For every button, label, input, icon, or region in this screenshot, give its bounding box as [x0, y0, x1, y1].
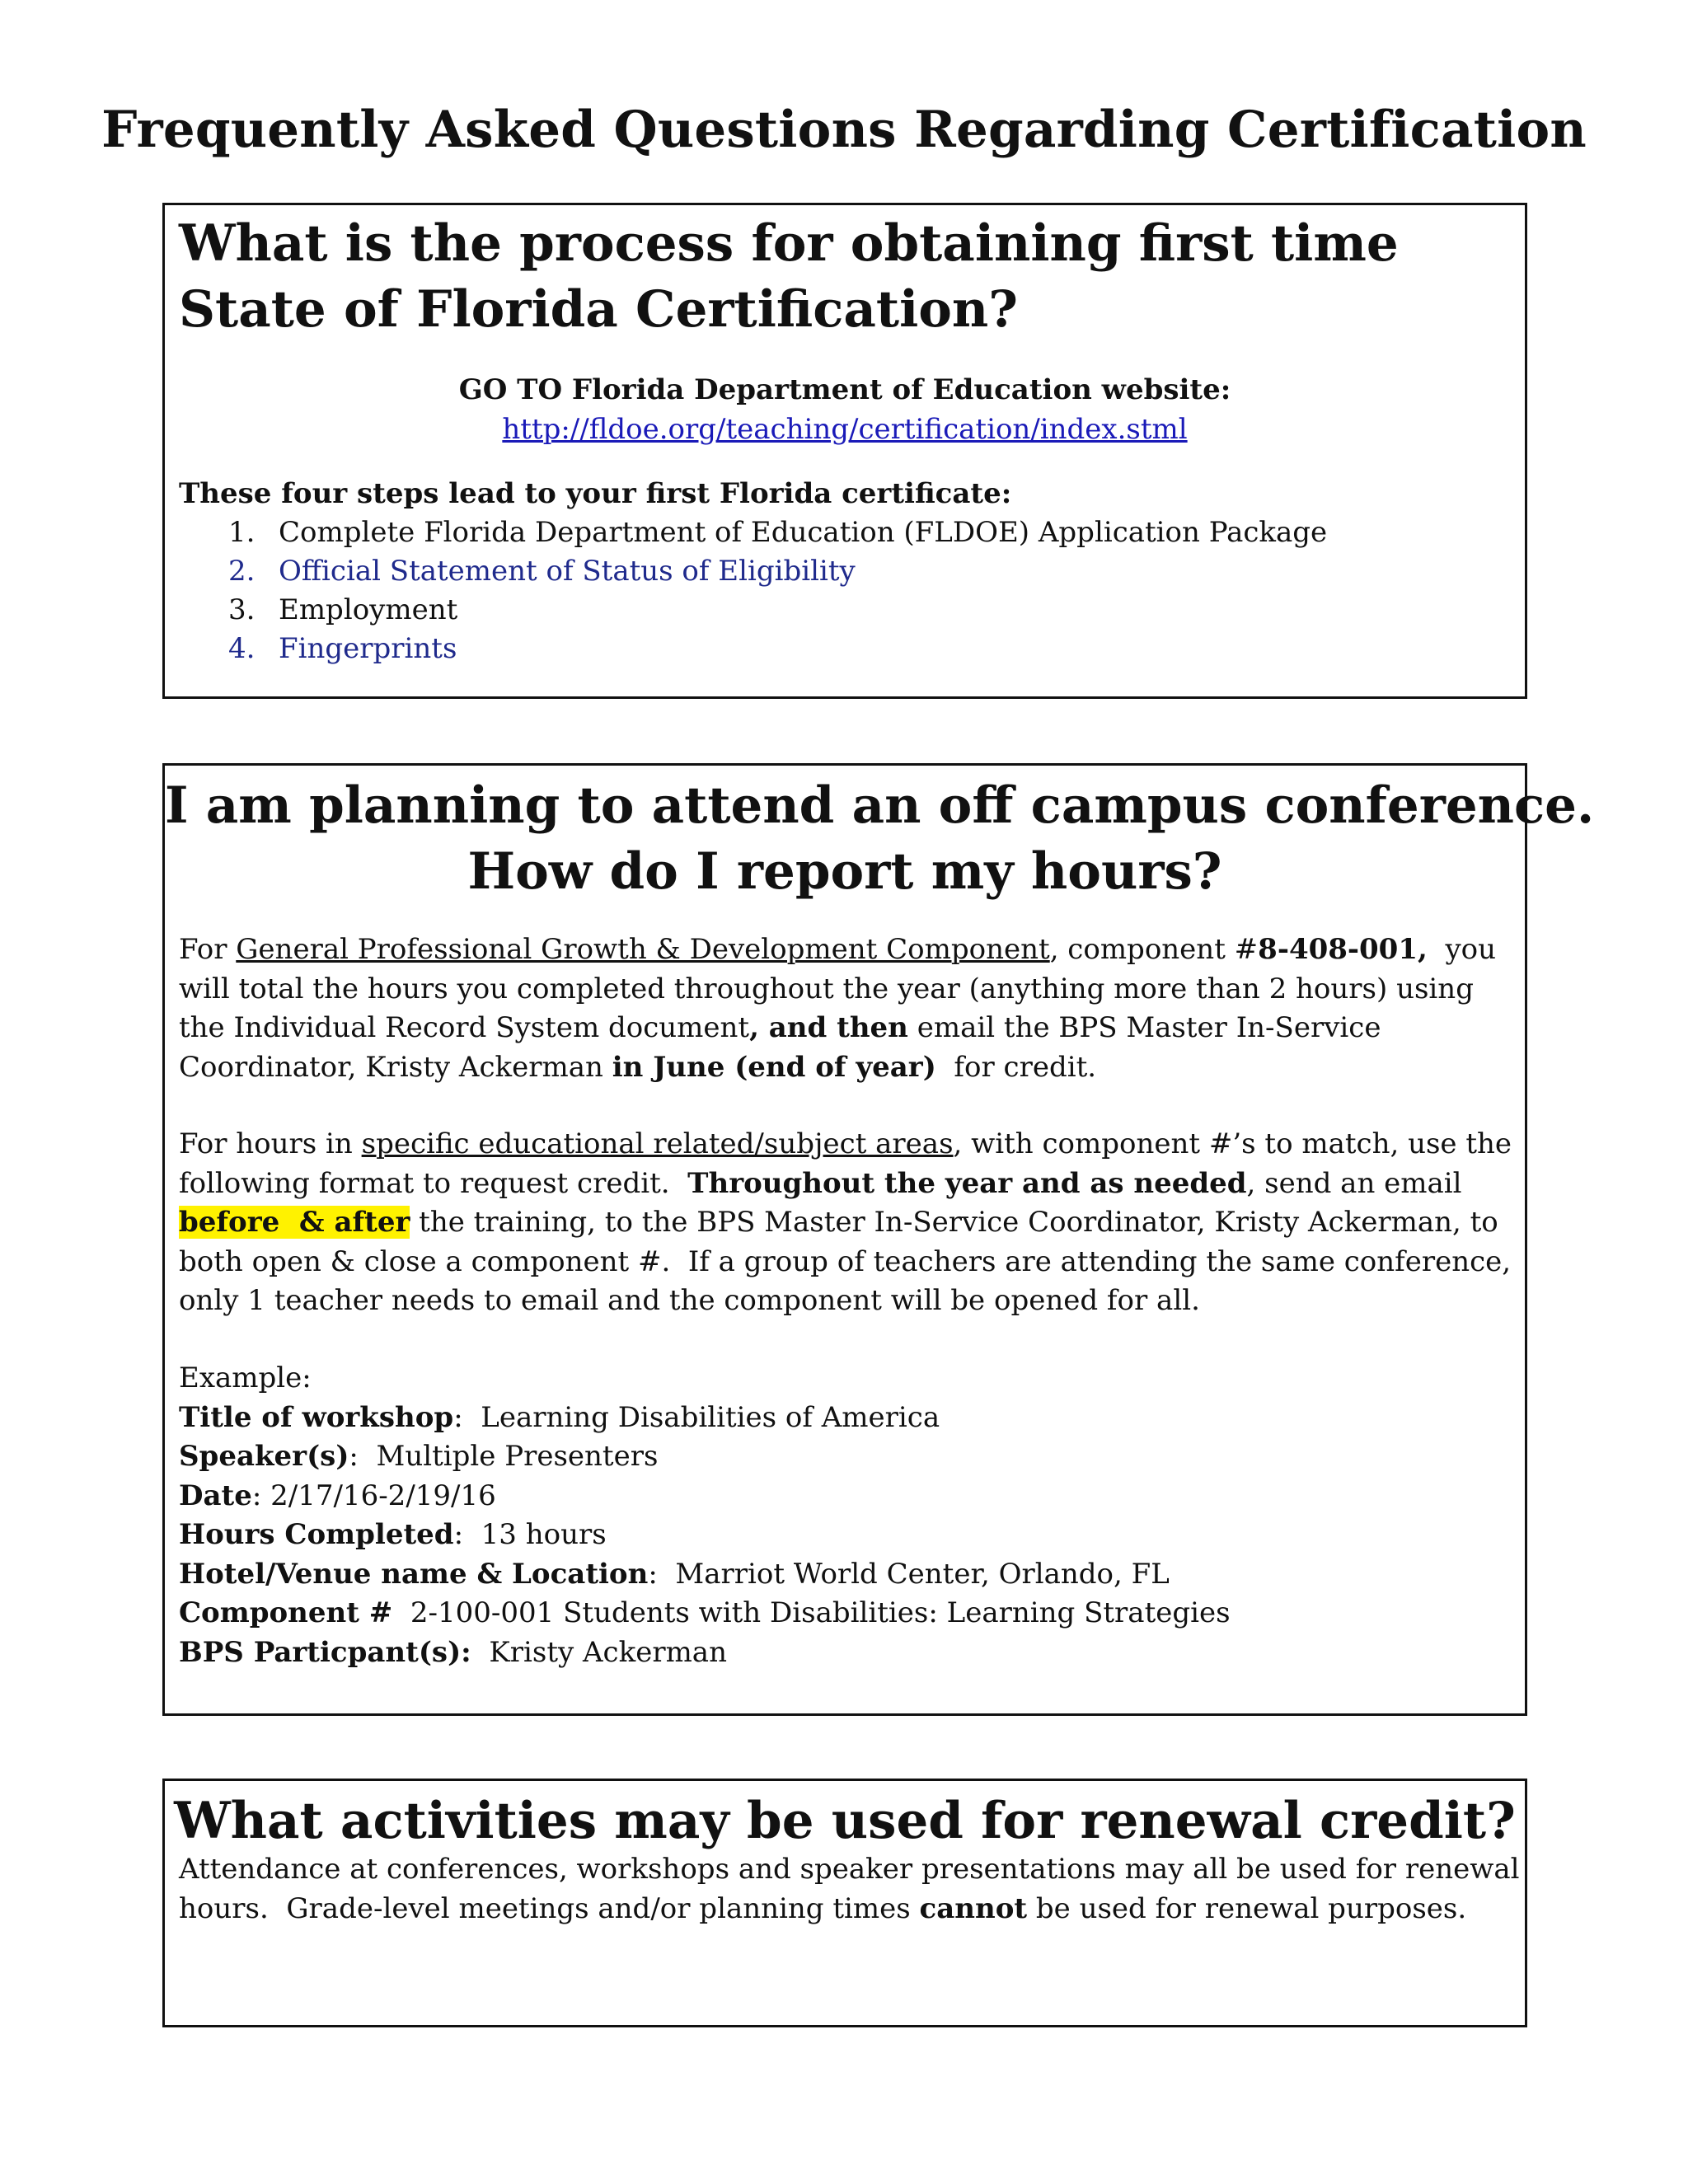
question-heading-line: I am planning to attend an off campus conference. — [165, 776, 1595, 835]
question-heading-line: How do I report my hours? — [467, 842, 1222, 901]
text-run: be used for renewal purposes. — [1027, 1891, 1467, 1925]
example-value: Multiple Presenters — [376, 1440, 659, 1473]
list-number: 1. — [228, 516, 256, 549]
example-key: Hours Completed — [179, 1518, 454, 1551]
example-value: Learning Disabilities of America — [481, 1400, 940, 1434]
fldoe-certification-link[interactable]: http://fldoe.org/teaching/certification/index.stml — [502, 413, 1188, 446]
question-heading: What activities may be used for renewal credit? — [174, 1792, 1516, 1850]
paragraph-line: Attendance at conferences, workshops and speaker presentations may all be used for renewal — [179, 1853, 1520, 1886]
paragraph-line — [179, 930, 1518, 970]
fingerprints-link[interactable]: Fingerprints — [279, 632, 457, 665]
example-key: BPS Particpant(s): — [179, 1635, 471, 1669]
example-key: Speaker(s) — [179, 1440, 349, 1473]
emphasis-text: Throughout the year and as needed — [687, 1166, 1247, 1200]
example-value: Kristy Ackerman — [489, 1635, 727, 1669]
example-value: 2-100-001 Students with Disabilities: Learning Strategies — [410, 1596, 1231, 1629]
text-run: For — [179, 933, 237, 966]
list-item[interactable] — [179, 552, 1327, 591]
example-key: Title of workshop — [179, 1400, 454, 1434]
example-value: 13 hours — [481, 1518, 607, 1551]
paragraph-line — [179, 1125, 1518, 1165]
subject-areas-text: specific educational related/subject areas — [361, 1127, 954, 1160]
paragraph-line: will total the hours you completed throughout the year (anything more than 2 hours) using — [179, 972, 1474, 1005]
list-item-text: Employment — [279, 593, 458, 626]
text-run: for credit. — [935, 1050, 1097, 1084]
component-number: 8-408-001, — [1258, 933, 1428, 966]
example-key: Hotel/Venue name & Location — [179, 1557, 649, 1591]
text-run: following format to request credit. — [179, 1166, 688, 1200]
text-run: : — [349, 1440, 377, 1473]
example-row — [179, 1594, 1518, 1633]
faq-box-certification-process — [162, 203, 1527, 699]
paragraph-line: only 1 teacher needs to email and the component will be opened for all. — [179, 1284, 1200, 1317]
example-key: Date — [179, 1479, 252, 1512]
paragraph-line: both open & close a component #. If a group of teachers are attending the same conference, — [179, 1244, 1512, 1278]
question-heading: What is the process for obtaining first time State of Florida Certification? — [179, 214, 1399, 339]
text-run: you — [1427, 933, 1497, 966]
text-run: email the BPS Master In-Service — [907, 1011, 1381, 1044]
general-component-paragraph — [179, 930, 1518, 1087]
list-item — [179, 513, 1327, 552]
paragraph-line — [179, 1890, 1518, 1929]
text-run: the training, to the BPS Master In-Service Coordinator, Kristy Ackerman, to — [410, 1206, 1498, 1239]
text-run: : — [648, 1557, 676, 1591]
text-run: : — [251, 1479, 271, 1512]
general-component-text: General Professional Growth & Development Component — [236, 933, 1050, 966]
example-row — [179, 1516, 1518, 1555]
example-block — [179, 1359, 1518, 1672]
text-run — [392, 1596, 410, 1629]
text-run: the Individual Record System document — [179, 1011, 750, 1044]
renewal-paragraph — [179, 1850, 1518, 1929]
paragraph-line — [179, 1203, 1518, 1243]
example-row — [179, 1437, 1518, 1477]
emphasis-text: , and then — [749, 1011, 908, 1044]
example-row — [179, 1477, 1518, 1516]
faq-box-renewal-credit — [162, 1779, 1527, 2027]
text-run: hours. Grade-level meetings and/or planning times — [179, 1891, 920, 1925]
text-run: For hours in — [179, 1127, 362, 1160]
emphasis-text: cannot — [919, 1891, 1028, 1925]
text-run: : — [453, 1400, 481, 1434]
example-row — [179, 1399, 1518, 1438]
list-number: 2. — [228, 555, 256, 588]
text-run: , send an email — [1246, 1166, 1462, 1200]
text-run: , with component #’s to match, use the — [953, 1127, 1512, 1160]
steps-intro: These four steps lead to your first Florida certificate: — [179, 477, 1012, 510]
fldoe-website-block — [165, 370, 1525, 449]
list-item — [179, 591, 1327, 630]
example-value: Marriot World Center, Orlando, FL — [675, 1557, 1170, 1591]
list-item[interactable] — [179, 630, 1327, 668]
example-value: 2/17/16-2/19/16 — [270, 1479, 496, 1512]
example-label: Example: — [179, 1361, 312, 1394]
eligibility-statement-link[interactable]: Official Statement of Status of Eligibility — [279, 555, 856, 588]
example-key: Component # — [179, 1596, 393, 1629]
emphasis-text: in June (end of year) — [612, 1050, 936, 1084]
paragraph-line — [179, 1048, 1518, 1088]
list-number: 3. — [228, 593, 256, 626]
highlighted-text: before & after — [179, 1206, 410, 1239]
certification-steps-list — [179, 513, 1327, 668]
example-row — [179, 1633, 1518, 1673]
page-title: Frequently Asked Questions Regarding Certification — [101, 101, 1587, 159]
text-run: : — [453, 1518, 481, 1551]
example-row — [179, 1555, 1518, 1595]
question-heading — [165, 773, 1595, 905]
goto-label: GO TO Florida Department of Education website: — [458, 373, 1231, 406]
list-number: 4. — [228, 632, 256, 665]
paragraph-line — [179, 1165, 1518, 1204]
paragraph-line — [179, 1009, 1518, 1048]
text-run — [471, 1636, 490, 1669]
text-run: Coordinator, Kristy Ackerman — [179, 1050, 612, 1084]
faq-box-conference-hours — [162, 763, 1595, 1716]
subject-area-paragraph — [179, 1125, 1518, 1321]
text-run: , component # — [1049, 933, 1259, 966]
list-item-text: Complete Florida Department of Education (FLDOE) Application Package — [279, 516, 1328, 549]
